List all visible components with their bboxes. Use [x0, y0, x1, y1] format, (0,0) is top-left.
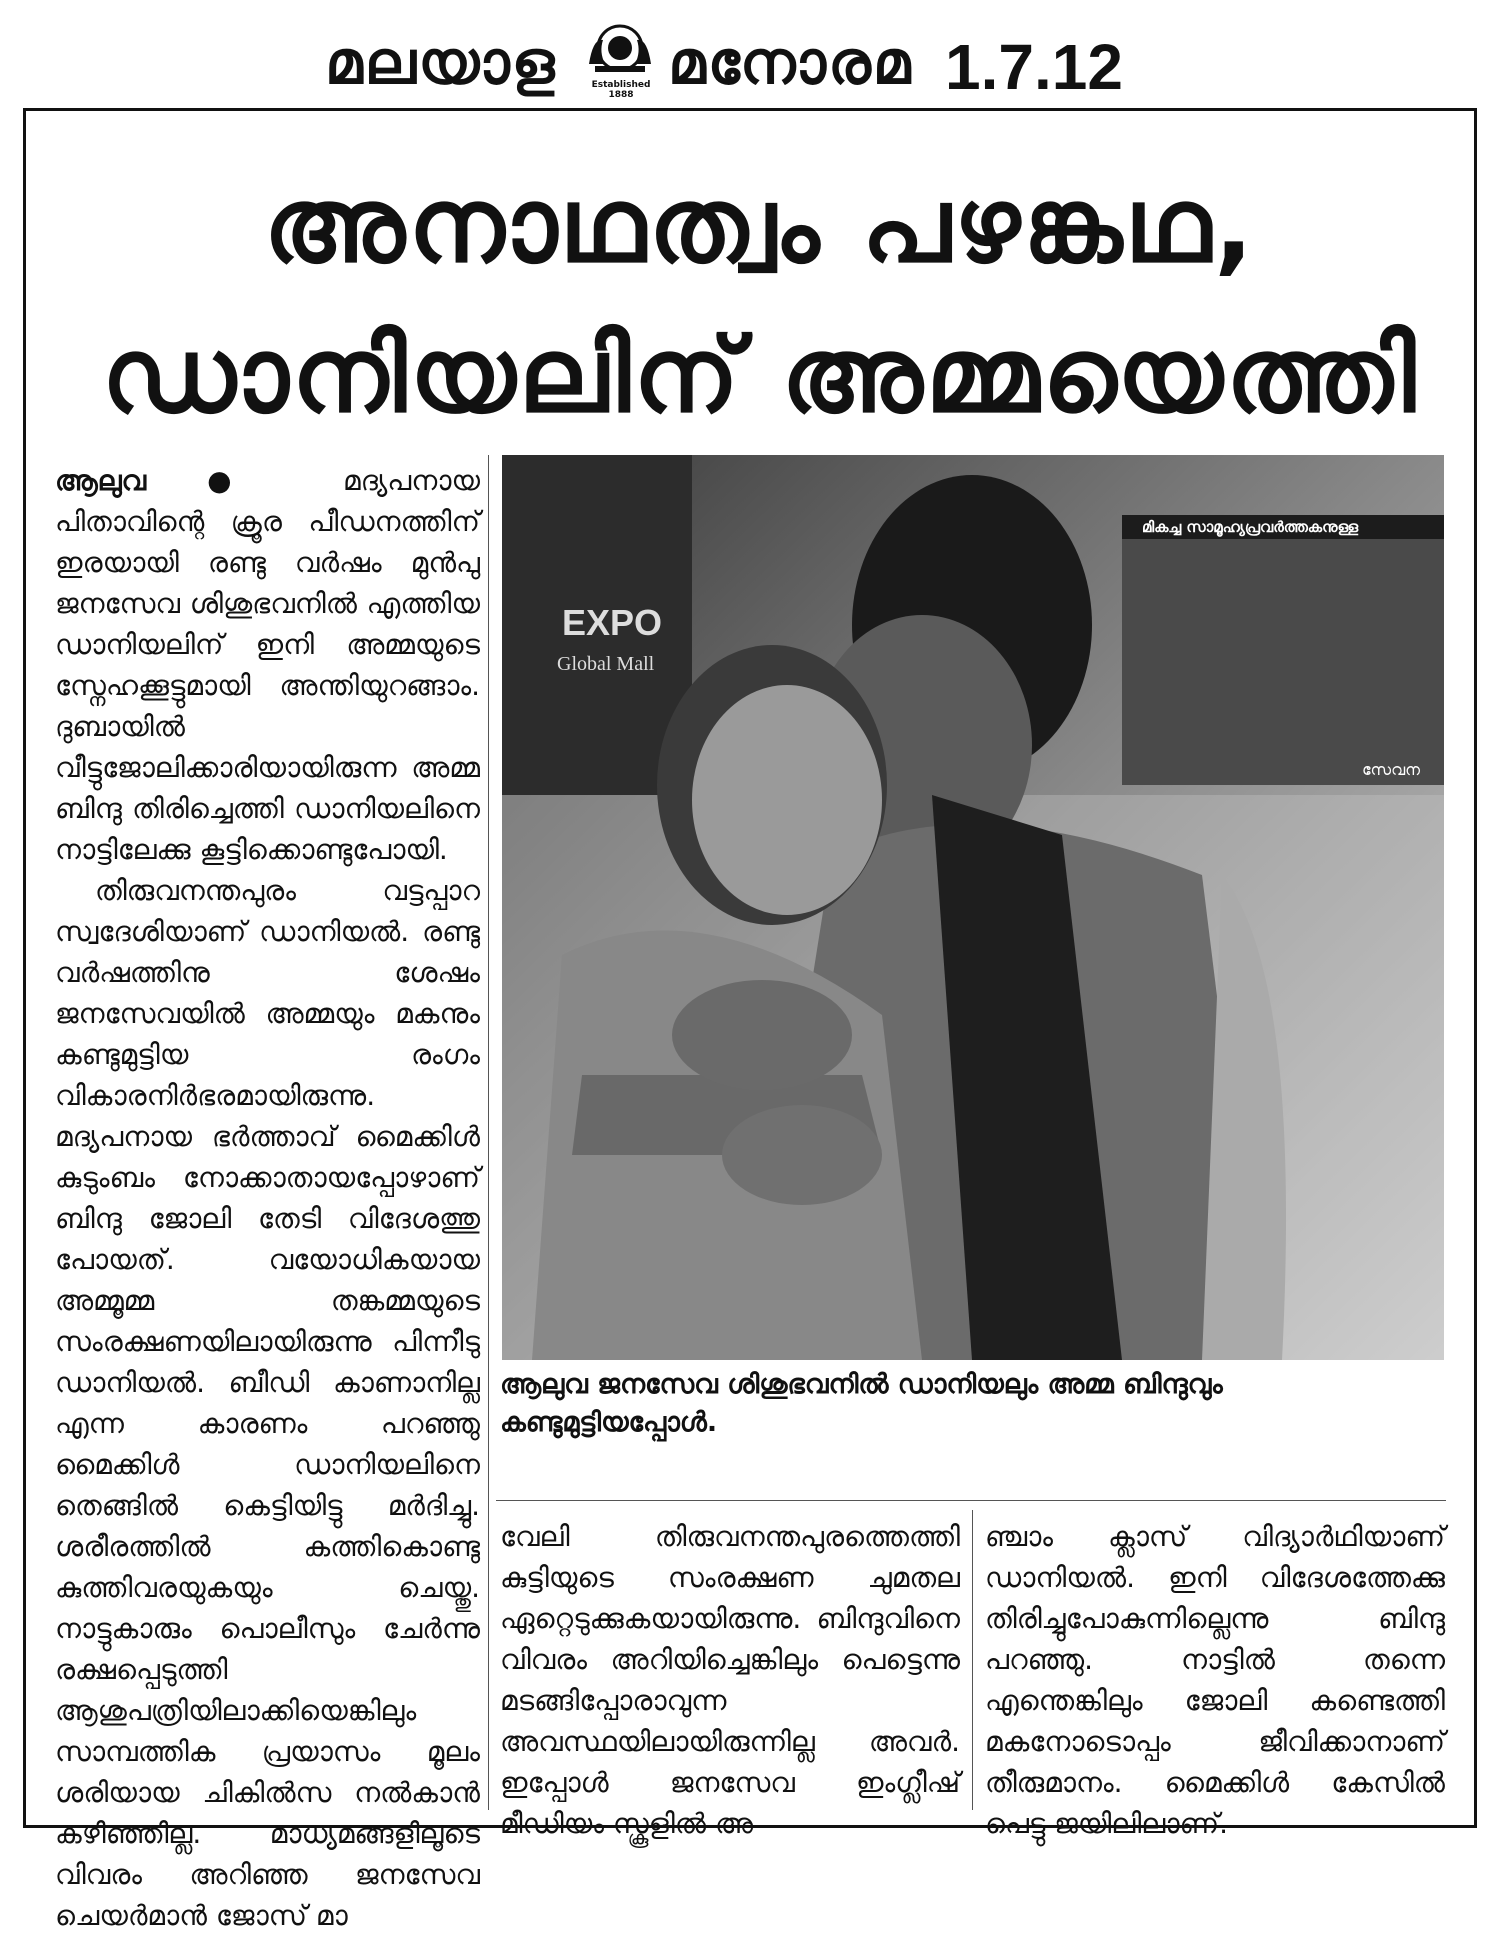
photo-bg-text-mall: Global Mall [557, 653, 655, 675]
article-paragraph-1-text: മദ്യപനായ പിതാവിന്റെ ക്രൂര പീഡനത്തിന് ഇരയായി രണ്ടു വർഷം മുൻപു ജനസേവ ശിശുഭവനിൽ എത്തിയ ഡാനിയലിന് ഇനി അമ്മയുടെ സ്നേഹക്കൂട്ടുമായി അന്തിയുറങ്ങാം. ദുബായിൽ വീട്ടുജോലിക്കാരിയായിരുന്ന അമ്മ ബിന്ദു തിരിച്ചെത്തി ഡാനിയലിനെ നാട്ടിലേക്കു കൂട്ടിക്കൊണ്ടുപോയി. [55, 464, 480, 866]
article-column-3 [985, 1516, 1445, 1844]
article-column-2-text: വേലി തിരുവനന്തപുരത്തെത്തി കുട്ടിയുടെ സംരക്ഷണ ചുമതല ഏറ്റെടുക്കുകയായിരുന്നു. ബിന്ദുവിനെ വിവരം അറിയിച്ചെങ്കിലും പെട്ടെന്നു മടങ്ങിപ്പോരാവുന്ന അവസ്ഥയിലായിരുന്നില്ല അവർ. ഇപ്പോൾ ജനസേവ ഇംഗ്ലീഷ് മീഡിയം സ്കൂളിൽ അ [500, 1520, 960, 1840]
column-rule-left [488, 455, 489, 1810]
photo-bg-text-sevana: സേവന [1362, 760, 1420, 779]
article-column-2 [500, 1516, 960, 1844]
headline-line-2: ഡാനിയലിന് അമ്മയെത്തി [101, 314, 1419, 436]
article-column-3-text: ഞ്ചാം ക്ലാസ് വിദ്യാർഥിയാണ് ഡാനിയൽ. ഇനി വിദേശത്തേക്കു തിരിച്ചുപോകുന്നില്ലെന്നു ബിന്ദു പറഞ്ഞു. നാട്ടിൽ തന്നെ എന്തെങ്കിലും ജോലി കണ്ടെത്തി മകനോടൊപ്പം ജീവിക്കാനാണ് തീരുമാനം. മൈക്കിൾ കേസിൽ പെട്ടു ജയിലിലാണ്. [985, 1520, 1445, 1840]
headline-line-1: അനാഥത്വം പഴങ്കഥ, [263, 164, 1257, 286]
article-column-1 [55, 460, 480, 1936]
masthead-established: Established 1888 [591, 80, 651, 100]
article-photo [502, 455, 1444, 1360]
article-paragraph-2: തിരുവനന്തപുരം വട്ടപ്പാറ സ്വദേശിയാണ് ഡാനിയൽ. രണ്ടു വർഷത്തിനു ശേഷം ജനസേവയിൽ അമ്മയും മകനും കണ്ടുമുട്ടിയ രംഗം വികാരനിർഭരമായിരുന്നു. മദ്യപനായ ഭർത്താവ് മൈക്കിൾ കുടുംബം നോക്കാതായപ്പോഴാണ് ബിന്ദു ജോലി തേടി വിദേശത്തു പോയത്. വയോധികയായ അമ്മൂമ്മ തങ്കമ്മയുടെ സംരക്ഷണയിലായിരുന്നു പിന്നീടു ഡാനിയൽ. ബീഡി കാണാനില്ല എന്ന കാരണം പറഞ്ഞു മൈക്കിൾ ഡാനിയലിനെ തെങ്ങിൽ കെട്ടിയിട്ടു മർദിച്ചു. ശരീരത്തിൽ കത്തികൊണ്ടു കുത്തിവരയുകയും ചെയ്തു. നാട്ടുകാരും പൊലീസും ചേർന്നു രക്ഷപ്പെടുത്തി ആശുപത്രിയിലാക്കിയെങ്കിലും സാമ്പത്തിക പ്രയാസം മൂലം ശരിയായ ചികിൽസ നൽകാൻ കഴിഞ്ഞില്ല. മാധ്യമങ്ങളിലൂടെ വിവരം അറിഞ്ഞ ജനസേവ ചെയർമാൻ ജോസ് മാ [55, 874, 480, 1932]
masthead-date: 1.7.12 [945, 31, 1123, 103]
column-rule-right [972, 1510, 973, 1810]
photo-caption: ആലുവ ജനസേവ ശിശുഭവനിൽ ഡാനിയലും അമ്മ ബിന്ദുവും കണ്ടുമുട്ടിയപ്പോൾ. [500, 1369, 1223, 1438]
photo-bg-text-expo: EXPO [562, 602, 663, 643]
masthead-name-left: മലയാള [325, 28, 557, 98]
photo-bg-text-top: മികച്ച സാമൂഹ്യപ്രവർത്തകനുള്ള [1142, 518, 1359, 536]
article-paragraph-1 [55, 460, 480, 870]
article-headline [60, 150, 1460, 450]
article-dateline: ആലുവ ● [55, 464, 283, 497]
masthead-name-right: മനോരമ [668, 28, 913, 98]
caption-rule [496, 1500, 1446, 1501]
masthead [0, 18, 1500, 108]
